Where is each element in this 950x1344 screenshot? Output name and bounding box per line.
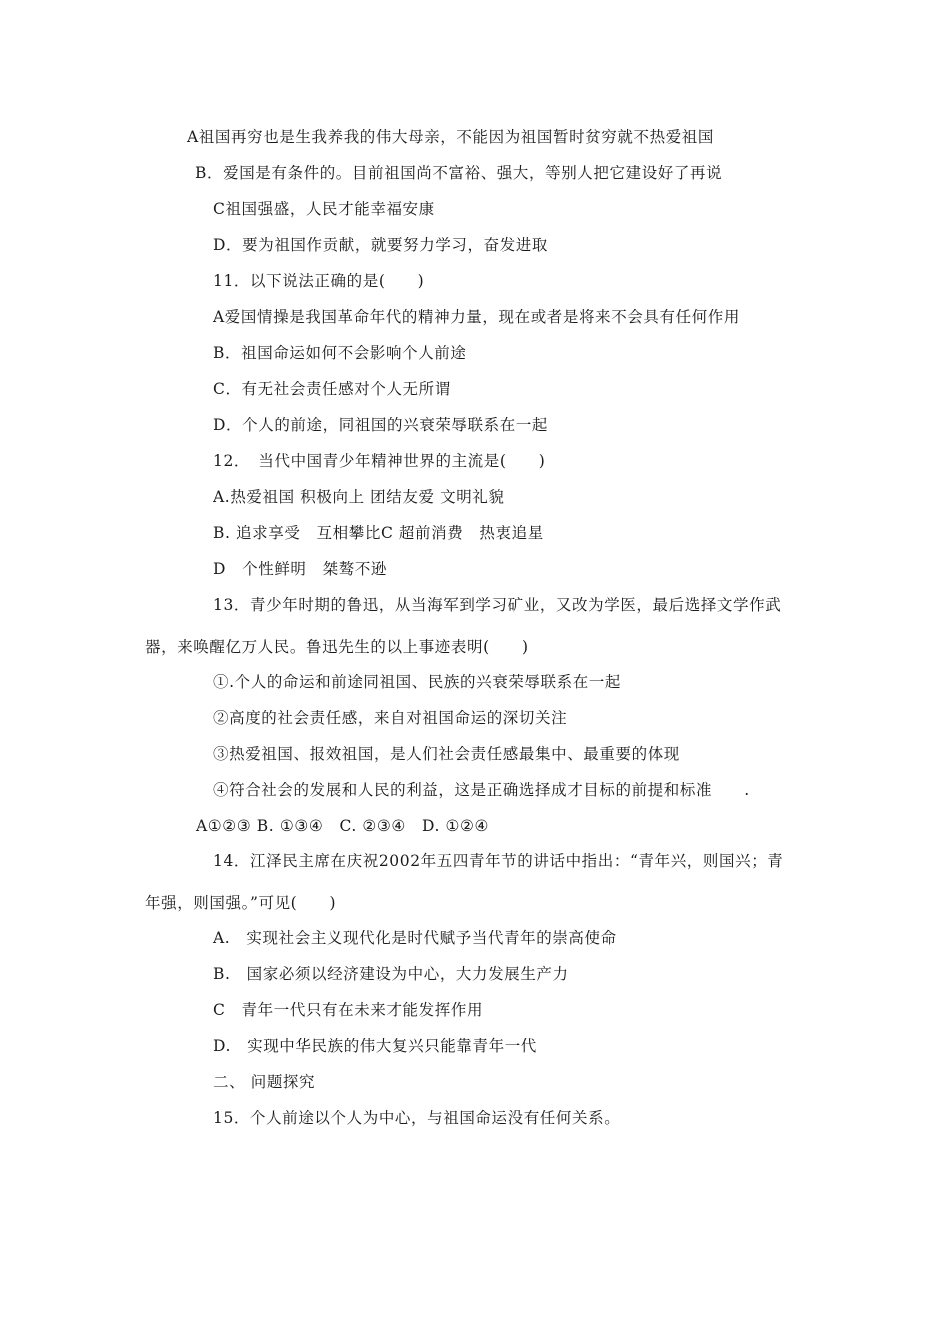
question-15: 15．个人前途以个人为中心，与祖国命运没有任何关系。 (213, 1109, 621, 1127)
option-10a: A祖国再穷也是生我养我的伟大母亲，不能因为祖国暂时贫穷就不热爱祖国 (187, 128, 714, 146)
option-11a: A爱国情操是我国革命年代的精神力量，现在或者是将来不会具有任何作用 (213, 308, 740, 326)
option-10b: B．爱国是有条件的。目前祖国尚不富裕、强大，等别人把它建设好了再说 (195, 164, 723, 182)
option-12a: A.热爱祖国 积极向上 团结友爱 文明礼貌 (213, 488, 505, 506)
question-14-line1: 14．江泽民主席在庆祝2002年五四青年节的讲话中指出：“青年兴，则国兴；青 (213, 852, 784, 870)
option-10c: C祖国强盛，人民才能幸福安康 (213, 200, 435, 218)
option-14a: A. 实现社会主义现代化是时代赋予当代青年的崇高使命 (213, 929, 617, 947)
option-14c: C 青年一代只有在未来才能发挥作用 (213, 1001, 484, 1019)
statement-13-4: ④符合社会的发展和人民的利益，这是正确选择成才目标的前提和标准 . (213, 781, 750, 799)
question-11: 11．以下说法正确的是( ) (213, 272, 425, 290)
question-13-line2: 器，来唤醒亿万人民。鲁迅先生的以上事迹表明( ) (145, 638, 529, 656)
statement-13-3: ③热爱祖国、报效祖国，是人们社会责任感最集中、最重要的体现 (213, 745, 680, 763)
option-14d: D. 实现中华民族的伟大复兴只能靠青年一代 (213, 1037, 537, 1055)
options-13: A①②③ B. ①③④ C. ②③④ D. ①②④ (196, 817, 490, 835)
statement-13-2: ②高度的社会责任感，来自对祖国命运的深切关注 (213, 709, 568, 727)
section-heading-2: 二、 问题探究 (213, 1073, 316, 1091)
option-11d: D．个人的前途，同祖国的兴衰荣辱联系在一起 (213, 416, 549, 434)
option-10d: D．要为祖国作贡献，就要努力学习，奋发进取 (213, 236, 549, 254)
statement-13-1: ①.个人的命运和前途同祖国、民族的兴衰荣辱联系在一起 (213, 673, 622, 691)
question-13-line1: 13．青少年时期的鲁迅，从当海军到学习矿业，又改为学医，最后选择文学作武 (213, 596, 782, 614)
option-11b: B．祖国命运如何不会影响个人前途 (213, 344, 467, 362)
option-12bc: B. 追求享受 互相攀比C 超前消费 热衷追星 (213, 524, 544, 542)
option-14b: B. 国家必须以经济建设为中心，大力发展生产力 (213, 965, 569, 983)
question-14-line2: 年强，则国强。”可见( ) (145, 894, 337, 912)
option-12d: D 个性鲜明 桀骜不逊 (213, 560, 388, 578)
question-12: 12． 当代中国青少年精神世界的主流是( ) (213, 452, 546, 470)
option-11c: C．有无社会责任感对个人无所谓 (213, 380, 451, 398)
